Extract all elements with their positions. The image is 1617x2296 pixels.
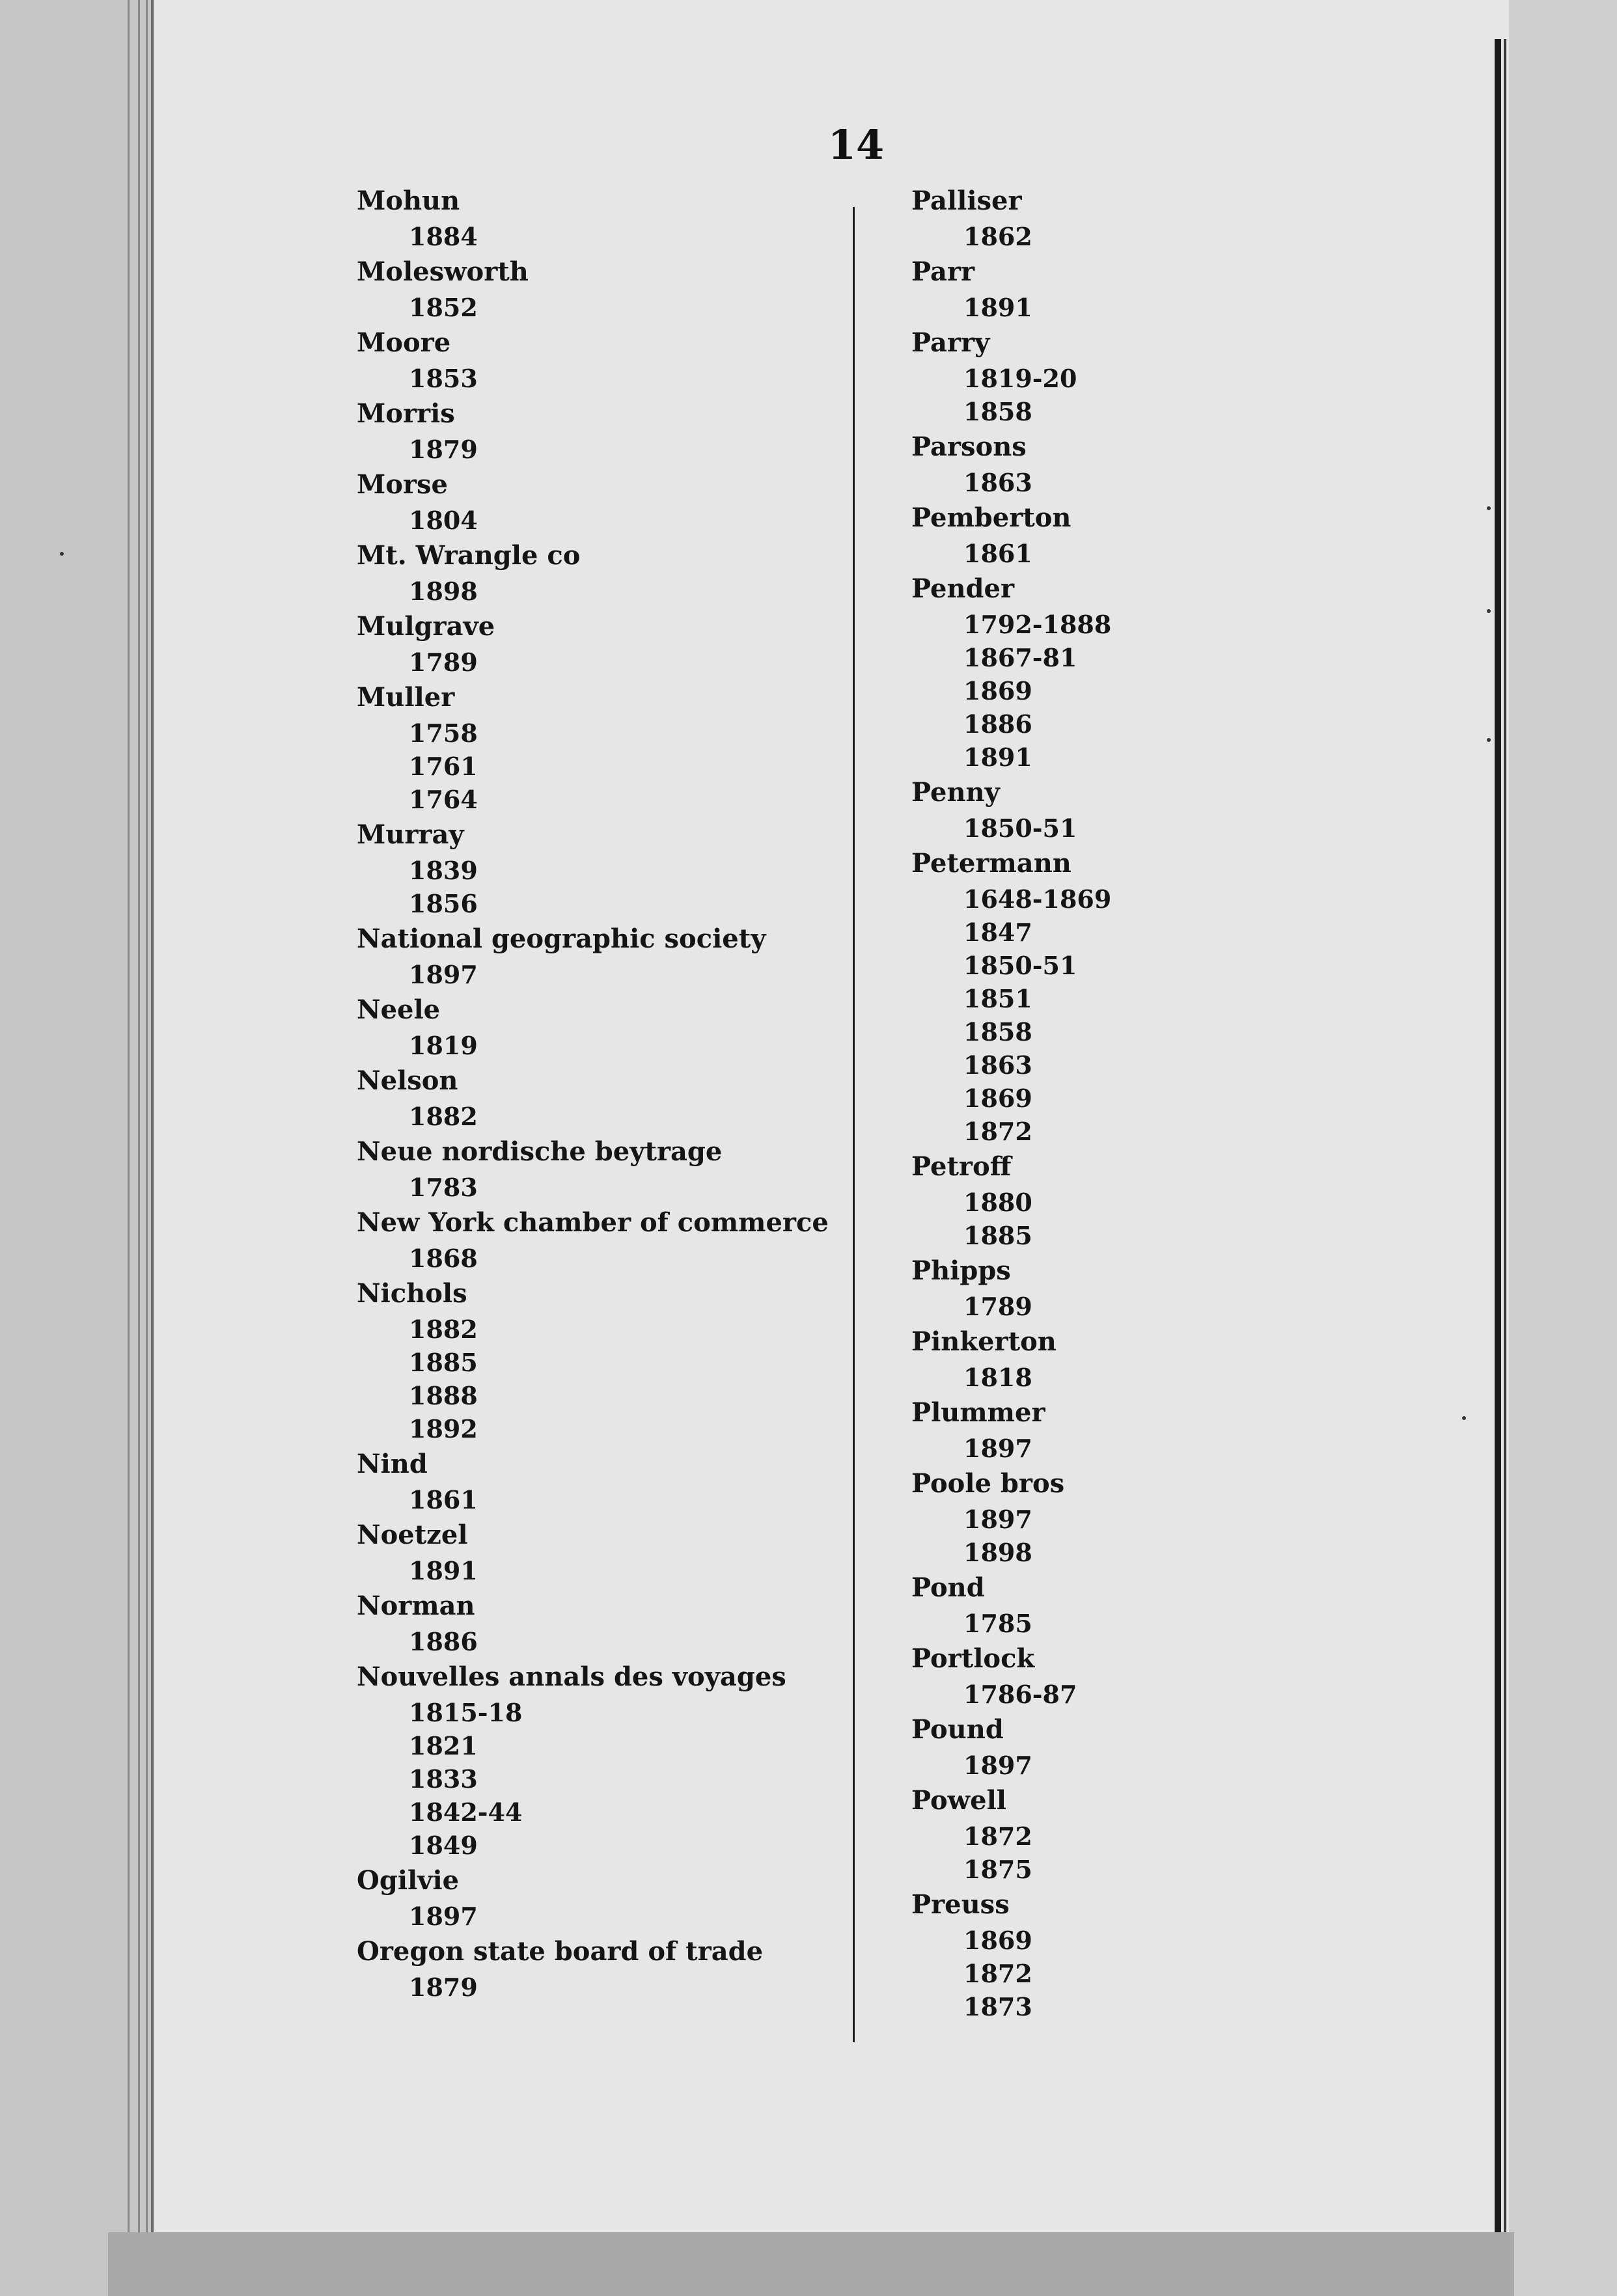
entry-year: 1821 (409, 1731, 478, 1760)
entry-name: Norman (357, 1591, 475, 1621)
index-entry (357, 182, 851, 253)
entry-years (911, 1678, 1367, 1711)
entry-year: 1761 (409, 752, 478, 781)
entry-name: Pemberton (911, 502, 1071, 533)
entry-year: 1897 (409, 960, 478, 989)
entry-name: Pinkerton (911, 1326, 1057, 1357)
entry-name: Morse (357, 469, 448, 500)
index-entry (357, 1933, 851, 2004)
entry-name: Poole bros (911, 1468, 1065, 1499)
index-entry (357, 253, 851, 324)
entry-year: 1863 (963, 468, 1032, 497)
entry-year: 1853 (409, 364, 478, 393)
index-entry (911, 182, 1367, 253)
entry-year: 1872 (963, 1117, 1032, 1146)
entry-year: 1891 (963, 743, 1032, 772)
entry-year: 1851 (963, 984, 1032, 1013)
entry-name: Petroff (911, 1151, 1012, 1182)
entry-name: Phipps (911, 1255, 1011, 1286)
entry-years (357, 1171, 851, 1204)
entry-year: 1885 (963, 1221, 1032, 1250)
index-entry (911, 1465, 1367, 1569)
entry-years (911, 1186, 1367, 1252)
right-column (911, 182, 1367, 2023)
entry-years (357, 362, 851, 395)
entry-year: 1819-20 (963, 364, 1077, 393)
entry-name: Noetzel (357, 1520, 468, 1550)
index-entry (911, 428, 1367, 499)
index-entry (911, 845, 1367, 1148)
entry-year: 1869 (963, 1926, 1032, 1955)
entry-name: Moore (357, 327, 451, 358)
index-entry (357, 608, 851, 679)
entry-year: 1789 (409, 648, 478, 677)
entry-year: 1891 (409, 1556, 478, 1585)
entry-years (357, 291, 851, 324)
entry-year: 1862 (963, 222, 1032, 251)
entry-year: 1804 (409, 506, 478, 535)
entry-year: 1869 (963, 1084, 1032, 1113)
entry-years (357, 1554, 851, 1587)
entry-years (357, 433, 851, 466)
entry-name: Mohun (357, 185, 460, 216)
page-edge-line (128, 0, 130, 2296)
entry-year: 1892 (409, 1414, 478, 1443)
entry-name: Molesworth (357, 256, 529, 287)
entry-name: Pond (911, 1572, 985, 1603)
entry-year: 1789 (963, 1292, 1032, 1321)
index-entry (357, 1862, 851, 1933)
entry-year: 1792-1888 (963, 610, 1112, 639)
entry-years (357, 220, 851, 253)
entry-years (911, 291, 1367, 324)
entry-years (911, 882, 1367, 1148)
entry-years (357, 958, 851, 991)
entry-years (911, 1820, 1367, 1886)
entry-year: 1783 (409, 1173, 478, 1202)
entry-name: Mulgrave (357, 611, 495, 642)
entry-years (357, 717, 851, 816)
index-entry (357, 1516, 851, 1587)
entry-years (911, 1361, 1367, 1394)
index-entry (911, 253, 1367, 324)
entry-name: Neue nordische beytrage (357, 1136, 723, 1167)
entry-name: Muller (357, 682, 455, 713)
entry-years (357, 1100, 851, 1133)
entry-year: 1868 (409, 1244, 478, 1273)
entry-years (357, 1900, 851, 1933)
page-edge-line (146, 0, 148, 2296)
entry-year: 1869 (963, 676, 1032, 705)
index-entry (911, 1569, 1367, 1640)
index-entry (357, 1062, 851, 1133)
entry-years (357, 504, 851, 537)
entry-years (357, 1696, 851, 1862)
entry-years (357, 1971, 851, 2004)
entry-year: 1872 (963, 1959, 1032, 1988)
index-entry (911, 1711, 1367, 1782)
entry-years (911, 466, 1367, 499)
entry-year: 1764 (409, 785, 478, 814)
entry-years (911, 1749, 1367, 1782)
entry-year: 1861 (409, 1485, 478, 1514)
entry-name: Plummer (911, 1397, 1045, 1428)
entry-name: Portlock (911, 1643, 1035, 1674)
index-entry (357, 466, 851, 537)
index-entry (357, 1445, 851, 1516)
entry-years (357, 854, 851, 920)
entry-year: 1858 (963, 1017, 1032, 1046)
entry-year: 1882 (409, 1102, 478, 1131)
entry-years (911, 1432, 1367, 1465)
entry-years (911, 1290, 1367, 1323)
entry-year: 1879 (409, 435, 478, 464)
binding-edge-thin (1504, 39, 1506, 2278)
index-entry (911, 324, 1367, 428)
dust-speck (1462, 1416, 1466, 1420)
index-entry (357, 920, 851, 991)
index-entry (911, 1323, 1367, 1394)
entry-years (911, 220, 1367, 253)
entry-year: 1850-51 (963, 951, 1077, 980)
entry-name: Preuss (911, 1889, 1010, 1920)
entry-year: 1758 (409, 718, 478, 748)
index-entry (357, 395, 851, 466)
binding-edge (1495, 39, 1501, 2278)
page-number: 14 (827, 121, 885, 169)
index-entry (357, 537, 851, 608)
index-entry (357, 1133, 851, 1204)
entry-name: Morris (357, 398, 455, 429)
left-column (357, 182, 851, 2004)
entry-year: 1818 (963, 1363, 1032, 1392)
entry-year: 1885 (409, 1348, 478, 1377)
index-entry (357, 1587, 851, 1658)
index-entry (911, 1148, 1367, 1252)
column-divider (853, 207, 855, 2042)
entry-name: Nouvelles annals des voyages (357, 1661, 786, 1692)
entry-year: 1863 (963, 1050, 1032, 1080)
entry-year: 1815-18 (409, 1698, 523, 1727)
dust-speck (1487, 738, 1491, 742)
entry-years (911, 608, 1367, 774)
entry-years (911, 362, 1367, 428)
facing-page (1509, 0, 1617, 2296)
entry-year: 1898 (963, 1538, 1032, 1567)
entry-name: Pender (911, 573, 1015, 604)
entry-year: 1842-44 (409, 1797, 523, 1827)
entry-year: 1839 (409, 856, 478, 885)
dust-speck (1487, 506, 1491, 510)
index-entry (357, 991, 851, 1062)
entry-year: 1786-87 (963, 1680, 1077, 1709)
entry-year: 1879 (409, 1973, 478, 2002)
entry-name: Nelson (357, 1065, 458, 1096)
entry-years (357, 1625, 851, 1658)
entry-year: 1880 (963, 1188, 1032, 1217)
entry-years (357, 1313, 851, 1445)
entry-name: Powell (911, 1785, 1006, 1816)
index-entry (911, 774, 1367, 845)
entry-name: National geographic society (357, 923, 766, 954)
entry-year: 1873 (963, 1992, 1032, 2021)
page-edge-line (138, 0, 140, 2296)
index-entry (911, 499, 1367, 570)
index-entry (911, 1640, 1367, 1711)
entry-years (357, 646, 851, 679)
entry-name: Pound (911, 1714, 1004, 1745)
index-entry (357, 324, 851, 395)
entry-year: 1884 (409, 222, 478, 251)
entry-years (911, 1924, 1367, 2023)
entry-year: 1867-81 (963, 643, 1077, 672)
entry-years (357, 575, 851, 608)
entry-years (911, 812, 1367, 845)
entry-year: 1886 (963, 709, 1032, 739)
entry-years (357, 1242, 851, 1275)
entry-year: 1858 (963, 397, 1032, 426)
index-entry (911, 1782, 1367, 1886)
index-entry (911, 1394, 1367, 1465)
entry-name: Penny (911, 777, 1000, 808)
entry-year: 1819 (409, 1031, 478, 1060)
entry-name: Parsons (911, 431, 1027, 462)
entry-year: 1850-51 (963, 813, 1077, 843)
entry-year: 1861 (963, 539, 1032, 568)
entry-name: Oregon state board of trade (357, 1936, 764, 1967)
entry-years (357, 1029, 851, 1062)
entry-name: Murray (357, 819, 464, 850)
entry-year: 1648-1869 (963, 884, 1112, 914)
entry-year: 1872 (963, 1822, 1032, 1851)
entry-name: Nichols (357, 1278, 467, 1309)
entry-year: 1897 (409, 1902, 478, 1931)
entry-year: 1833 (409, 1764, 478, 1794)
entry-name: Nind (357, 1449, 428, 1479)
entry-year: 1847 (963, 918, 1032, 947)
index-entry (357, 816, 851, 920)
entry-name: Mt. Wrangle co (357, 540, 581, 571)
entry-year: 1898 (409, 577, 478, 606)
entry-years (911, 537, 1367, 570)
entry-year: 1888 (409, 1381, 478, 1410)
entry-year: 1897 (963, 1751, 1032, 1780)
scan-bottom-margin (108, 2232, 1514, 2296)
entry-name: Ogilvie (357, 1865, 460, 1896)
entry-year: 1897 (963, 1505, 1032, 1534)
dust-speck (1487, 609, 1491, 613)
entry-year: 1882 (409, 1315, 478, 1344)
entry-years (357, 1483, 851, 1516)
entry-name: Neele (357, 994, 441, 1025)
entry-year: 1875 (963, 1855, 1032, 1884)
index-entry (357, 1275, 851, 1445)
index-entry (357, 1204, 851, 1275)
entry-year: 1886 (409, 1627, 478, 1656)
entry-year: 1891 (963, 293, 1032, 322)
entry-name: New York chamber of commerce (357, 1207, 829, 1238)
entry-years (911, 1607, 1367, 1640)
entry-year: 1856 (409, 889, 478, 918)
entry-name: Palliser (911, 185, 1022, 216)
entry-year: 1849 (409, 1831, 478, 1860)
entry-name: Parr (911, 256, 975, 287)
index-entry (911, 1252, 1367, 1323)
entry-year: 1785 (963, 1609, 1032, 1638)
entry-year: 1852 (409, 293, 478, 322)
index-entry (911, 570, 1367, 774)
index-entry (357, 1658, 851, 1862)
index-entry (911, 1886, 1367, 2023)
dust-speck (60, 552, 64, 556)
entry-years (911, 1503, 1367, 1569)
entry-name: Petermann (911, 848, 1071, 879)
entry-name: Parry (911, 327, 990, 358)
index-entry (357, 679, 851, 816)
entry-year: 1897 (963, 1434, 1032, 1463)
